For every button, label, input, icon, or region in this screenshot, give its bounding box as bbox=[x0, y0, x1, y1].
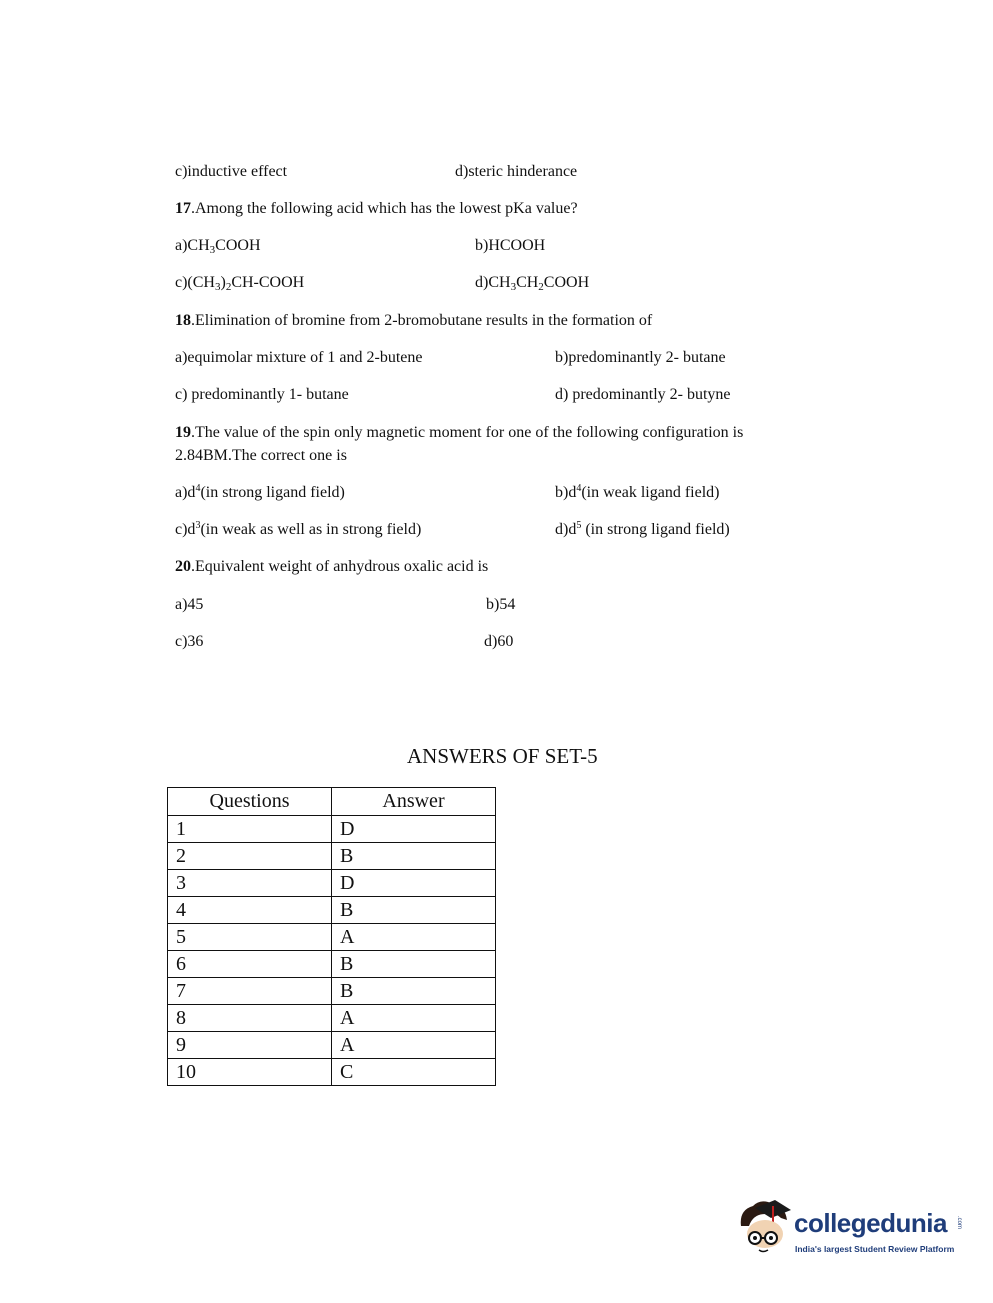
q20-option-c: c)36 bbox=[175, 633, 204, 650]
answer-value: B bbox=[332, 978, 496, 1005]
header-answer: Answer bbox=[332, 788, 496, 816]
q18-option-b: b)predominantly 2- butane bbox=[555, 349, 726, 366]
question-number: 10 bbox=[168, 1059, 332, 1086]
q19-question bbox=[175, 423, 743, 443]
q19-number: 19 bbox=[175, 424, 191, 441]
q20-question bbox=[175, 557, 488, 577]
question-number: 9 bbox=[168, 1032, 332, 1059]
q17-option-a: $a)CH_3COOH$ bbox=[175, 237, 261, 256]
question-number: 4 bbox=[168, 897, 332, 924]
q19-option-a: $a)d^4(in$ strong ligand field) bbox=[175, 483, 345, 501]
table-row bbox=[168, 870, 496, 897]
answers-title: ANSWERS OF SET-5 bbox=[407, 744, 598, 768]
answer-value: B bbox=[332, 951, 496, 978]
q20-option-b: b)54 bbox=[486, 596, 516, 613]
answers-header-row bbox=[168, 788, 496, 816]
table-row bbox=[168, 1059, 496, 1086]
table-row bbox=[168, 843, 496, 870]
answer-value: D bbox=[332, 816, 496, 843]
answer-value: D bbox=[332, 870, 496, 897]
question-number: 7 bbox=[168, 978, 332, 1005]
q17-option-c: $c)(CH_3)_2CH$-COOH bbox=[175, 274, 305, 293]
collegedunia-logo bbox=[735, 1196, 965, 1268]
q17-number: 17 bbox=[175, 200, 191, 217]
answers-table bbox=[167, 787, 496, 1086]
logo-suffix: .com bbox=[956, 1216, 962, 1230]
q17-option-b: b)HCOOH bbox=[475, 237, 546, 254]
question-number: 8 bbox=[168, 1005, 332, 1032]
table-row bbox=[168, 978, 496, 1005]
table-row bbox=[168, 1032, 496, 1059]
answer-value: B bbox=[332, 843, 496, 870]
answer-value: A bbox=[332, 1032, 496, 1059]
answer-value: C bbox=[332, 1059, 496, 1086]
q18-question bbox=[175, 311, 652, 331]
q18-text: .Elimination of bromine from 2-bromobutane results in the formation of bbox=[191, 312, 653, 329]
answer-value: B bbox=[332, 897, 496, 924]
q17-question bbox=[175, 199, 578, 219]
answer-value: A bbox=[332, 924, 496, 951]
q17-text: .Among the following acid which has the lowest pKa value? bbox=[191, 200, 578, 217]
mascot-icon bbox=[735, 1196, 795, 1268]
q18-option-c: c) predominantly 1- butane bbox=[175, 386, 349, 403]
table-row bbox=[168, 816, 496, 843]
question-number: 5 bbox=[168, 924, 332, 951]
q17-option-d: $d)CH_3CH_2COOH$ bbox=[475, 274, 590, 293]
table-row bbox=[168, 924, 496, 951]
q19-question-cont: 2.84BM.The correct one is bbox=[175, 447, 347, 464]
question-number: 1 bbox=[168, 816, 332, 843]
q20-number: 20 bbox=[175, 558, 191, 575]
q18-option-d: d) predominantly 2- butyne bbox=[555, 386, 731, 403]
question-number: 2 bbox=[168, 843, 332, 870]
table-row bbox=[168, 897, 496, 924]
q18-number: 18 bbox=[175, 312, 191, 329]
q20-text: .Equivalent weight of anhydrous oxalic acid is bbox=[191, 558, 489, 575]
question-number: 3 bbox=[168, 870, 332, 897]
q20-option-a: a)45 bbox=[175, 596, 204, 613]
q19-option-d: $d)d^5$ (in strong ligand field) bbox=[555, 520, 730, 538]
header-questions: Questions bbox=[168, 788, 332, 816]
table-row bbox=[168, 1005, 496, 1032]
q16-option-c: c)inductive effect bbox=[175, 163, 288, 180]
q19-text: .The value of the spin only magnetic moment for one of the following configuration is bbox=[191, 424, 744, 441]
answer-value: A bbox=[332, 1005, 496, 1032]
logo-wordmark: collegedunia bbox=[794, 1208, 947, 1238]
question-number: 6 bbox=[168, 951, 332, 978]
table-row bbox=[168, 951, 496, 978]
q16-option-d: d)steric hinderance bbox=[455, 163, 578, 180]
q18-option-a: a)equimolar mixture of 1 and 2-butene bbox=[175, 349, 423, 366]
q20-option-d: d)60 bbox=[484, 633, 514, 650]
q19-option-b: $b)d^4(in$ weak ligand field) bbox=[555, 483, 720, 501]
q19-option-c: $c)d^3(in$ weak as well as in strong field) bbox=[175, 520, 422, 538]
logo-tagline: India's largest Student Review Platform bbox=[795, 1244, 955, 1254]
